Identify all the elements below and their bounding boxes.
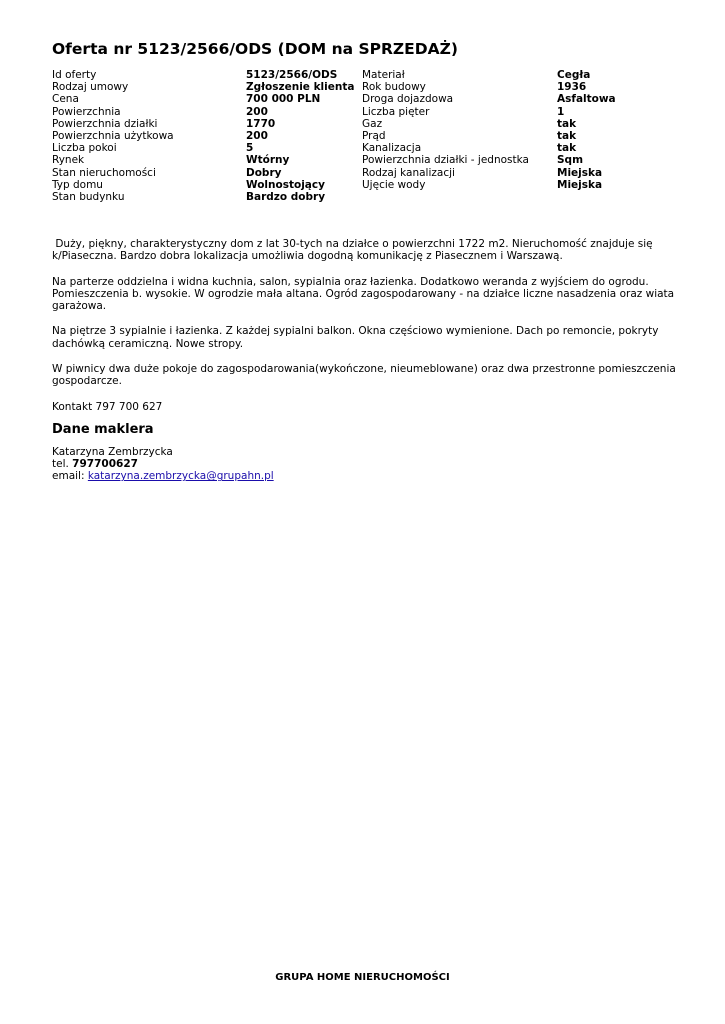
agent-heading: Dane maklera xyxy=(52,422,154,437)
property-value: 1770 xyxy=(246,117,276,130)
property-value: 5123/2566/ODS xyxy=(246,69,338,81)
description-paragraph: Na parterze oddzielna i widna kuchnia, salon, sypialnia oraz łazienka. Dodatkowo weranda z wyjściem do ogrodu. Pomieszczenia b. wysokie. W ogrodzie mała altana. Ogród zagospodarowany - na działce liczne nasadzenia oraz wiata garażowa. xyxy=(52,275,675,313)
property-label: Prąd xyxy=(362,129,386,142)
property-value: 200 xyxy=(246,129,268,142)
offer-title: Oferta nr 5123/2566/ODS (DOM na SPRZEDAŻ) xyxy=(52,40,458,58)
property-value: Miejska xyxy=(557,178,603,191)
property-value: Cegła xyxy=(557,69,591,81)
property-label: Powierzchnia działki - jednostka xyxy=(362,154,529,167)
property-label: Rodzaj umowy xyxy=(52,81,129,94)
agent-phone-line xyxy=(52,458,274,470)
property-label: Rodzaj kanalizacji xyxy=(362,166,455,179)
property-label: Cena xyxy=(52,93,79,106)
property-label: Rynek xyxy=(52,154,85,167)
property-label: Materiał xyxy=(362,69,405,81)
property-value: Zgłoszenie klienta xyxy=(246,81,355,94)
property-value: 5 xyxy=(246,142,254,155)
phone-label: tel. xyxy=(52,458,73,471)
property-value: 1936 xyxy=(557,81,587,94)
property-value: Sqm xyxy=(557,154,584,167)
agent-email-line xyxy=(52,470,274,482)
left-values-column xyxy=(246,69,354,203)
property-value: Asfaltowa xyxy=(557,93,616,106)
property-value: Bardzo dobry xyxy=(246,190,326,203)
property-label: Liczba pokoi xyxy=(52,142,117,155)
property-label: Stan budynku xyxy=(52,190,125,203)
property-label: Powierzchnia działki xyxy=(52,117,158,130)
left-labels-column xyxy=(52,69,174,203)
property-value: tak xyxy=(557,142,577,155)
property-value: 200 xyxy=(246,105,268,118)
property-value: Wtórny xyxy=(246,154,290,167)
description-paragraph: W piwnicy dwa duże pokoje do zagospodarowania(wykończone, nieumeblowane) oraz dwa przestronne pomieszczenia gospodarcze. xyxy=(52,363,676,388)
agent-name: Katarzyna Zembrzycka xyxy=(52,446,173,458)
email-label: email: xyxy=(52,470,88,483)
property-label: Stan nieruchomości xyxy=(52,166,156,179)
property-label: Gaz xyxy=(362,117,383,130)
property-label: Kanalizacja xyxy=(362,142,422,155)
property-value: Wolnostojący xyxy=(246,178,325,191)
right-values-column xyxy=(557,69,616,191)
property-value: tak xyxy=(557,129,577,142)
property-label: Typ domu xyxy=(52,178,103,191)
property-label: Id oferty xyxy=(52,69,97,81)
agent-details xyxy=(52,446,274,483)
property-value: 1 xyxy=(557,105,565,118)
property-value: tak xyxy=(557,117,577,130)
property-label: Ujęcie wody xyxy=(362,178,426,191)
property-label: Powierzchnia xyxy=(52,105,121,118)
property-label: Liczba pięter xyxy=(362,105,430,118)
agent-phone: 797700627 xyxy=(72,458,138,471)
property-value: 700 000 PLN xyxy=(246,93,321,106)
property-value: Miejska xyxy=(557,166,603,179)
right-labels-column xyxy=(362,69,529,191)
property-value: Dobry xyxy=(246,166,282,179)
property-label: Rok budowy xyxy=(362,81,426,94)
description-paragraph: Duży, piękny, charakterystyczny dom z lat 30-tych na działce o powierzchni 1722 m2. Nieruchomość znajduje się k/Piaseczna. Bardzo dobra lokalizacja umożliwia dogodną komunikację z Piasecznem i Warszawą. xyxy=(52,238,656,263)
property-label: Droga dojazdowa xyxy=(362,93,454,106)
property-label: Powierzchnia użytkowa xyxy=(52,129,174,142)
description-paragraph: Na piętrze 3 sypialnie i łazienka. Z każdej sypialni balkon. Okna częściowo wymienione. Dach po remoncie, pokryty dachówką ceramiczną. Nowe stropy. xyxy=(52,325,659,350)
agent-email-link[interactable]: katarzyna.zembrzycka@grupahn.pl xyxy=(87,470,274,483)
footer-company-name: GRUPA HOME NIERUCHOMOŚCI xyxy=(275,972,450,983)
offer-description xyxy=(52,238,682,426)
contact-line: Kontakt 797 700 627 xyxy=(52,400,163,413)
